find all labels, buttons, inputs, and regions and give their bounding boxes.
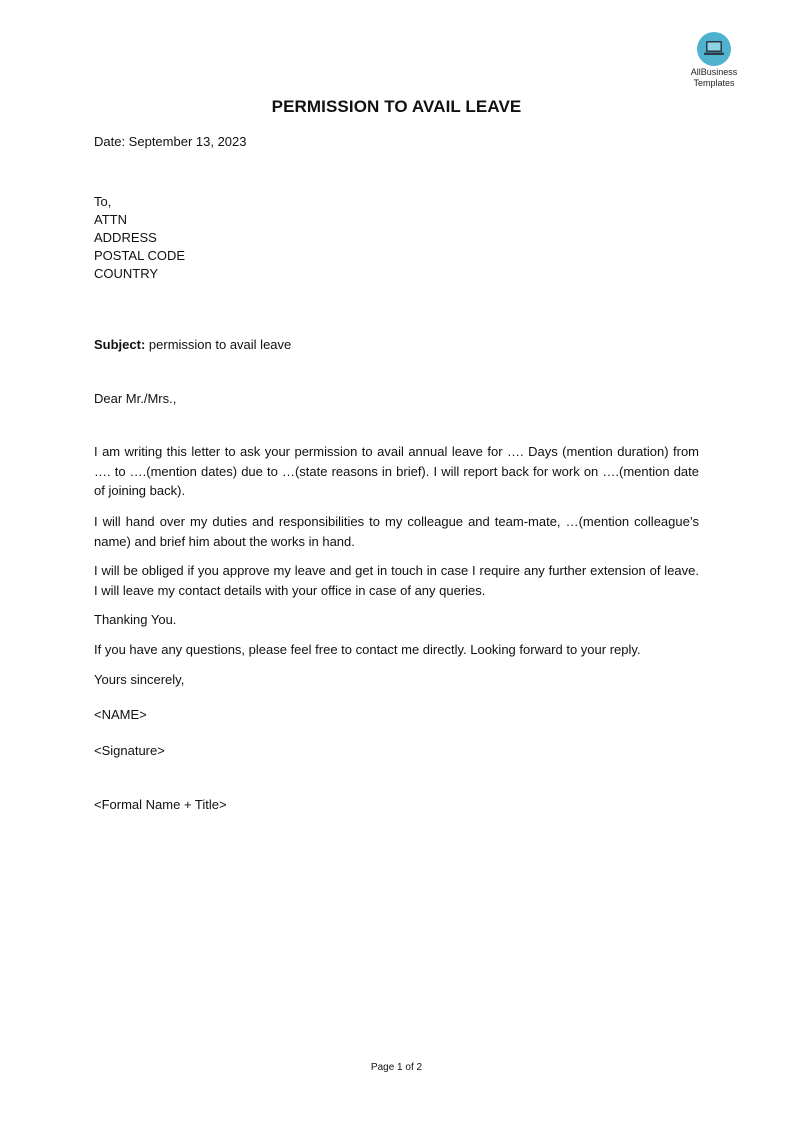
logo-text-line1: AllBusiness xyxy=(690,67,738,77)
document-title: PERMISSION TO AVAIL LEAVE xyxy=(271,97,522,116)
salutation: Dear Mr./Mrs., xyxy=(94,391,177,406)
address-postal-code: POSTAL CODE xyxy=(94,248,186,263)
address-attn: ATTN xyxy=(94,212,127,227)
body-paragraph-1: I am writing this letter to ask your permission to avail annual leave for …. Days (mention duration) from …. to ….(mention dates) due to …(state reasons in brief). I will report back for work on ….(mention date of joining back). xyxy=(94,444,699,498)
letter-date: Date: September 13, 2023 xyxy=(94,134,247,149)
address-line: ADDRESS xyxy=(94,230,157,245)
body-paragraph-2: I will hand over my duties and responsibilities to my colleague and team-mate, …(mention colleague’s name) and brief him about the works in hand. xyxy=(94,514,699,549)
subject-label: Subject: xyxy=(94,337,146,352)
address-to: To, xyxy=(94,194,112,209)
subject-text: permission to avail leave xyxy=(145,337,292,352)
logo-text-line2: Templates xyxy=(693,78,735,88)
body-paragraph-4: Thanking You. xyxy=(94,612,177,627)
formal-name-placeholder: <Formal Name + Title> xyxy=(94,797,227,812)
page-number: Page 1 of 2 xyxy=(370,1062,423,1073)
body-paragraph-3: I will be obliged if you approve my leave and get in touch in case I require any further extension of leave. I will leave my contact details with your office in case of any queries. xyxy=(94,563,699,598)
laptop-icon xyxy=(697,32,731,66)
address-country: COUNTRY xyxy=(94,266,159,281)
signature-placeholder: <Signature> xyxy=(94,743,165,758)
closing: Yours sincerely, xyxy=(94,672,185,687)
company-logo xyxy=(680,32,748,88)
subject-line xyxy=(94,336,291,354)
body-paragraph-5: If you have any questions, please feel free to contact me directly. Looking forward to your reply. xyxy=(94,642,641,657)
name-placeholder: <NAME> xyxy=(94,707,147,722)
